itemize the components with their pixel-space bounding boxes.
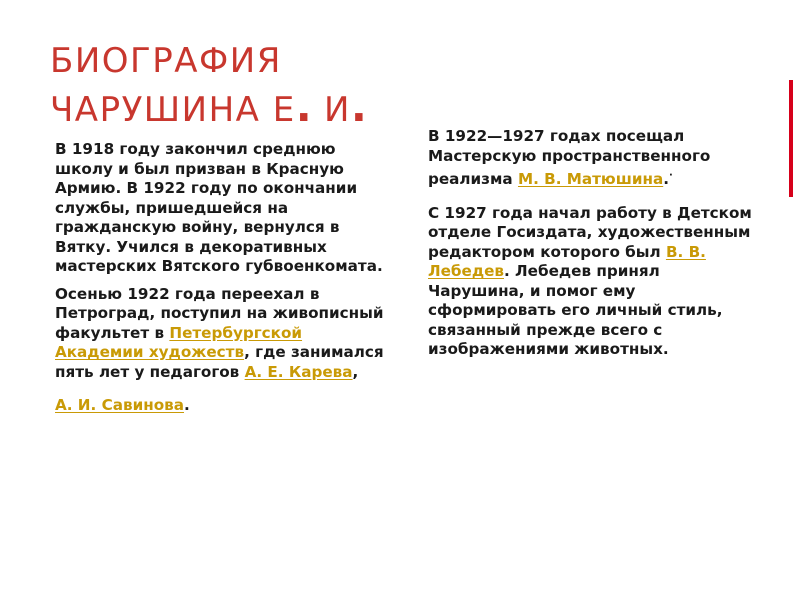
left-paragraph-2-text: Осенью 1922 года переехал в Петроград, поступил на живописный факультет в [55, 284, 384, 342]
right-paragraph-1-text: В 1922—1927 годах посещал Мастерскую пространственного реализма [428, 127, 711, 189]
lebedev-link[interactable]: В. В. Лебедев [428, 242, 706, 281]
right-column [428, 127, 758, 368]
title-line-2-text-a: ЧАРУШИНА Е [50, 90, 296, 130]
savinov-link[interactable]: А. И. Савинова [55, 396, 185, 414]
left-paragraph-3 [55, 396, 385, 416]
left-paragraph-3-end: . [184, 396, 190, 414]
academy-link[interactable]: Петербургской Академии художеств [55, 323, 303, 361]
matyushin-link[interactable]: М. В. Матюшина [517, 170, 664, 189]
right-paragraph-2-end: . Лебедев принял Чарушина, и помог ему сформировать его личный стиль, связанный прежде всего с изображениями животных. [428, 262, 723, 359]
right-paragraph-1-end: . [663, 170, 669, 189]
title-line-2 [50, 84, 470, 133]
karev-link[interactable]: А. Е. Карева [244, 362, 353, 381]
slide-title [50, 38, 470, 133]
left-paragraph-1: В 1918 году закончил среднюю школу и был призван в Красную Армию. В 1922 году по окончании службы, пришедшейся на гражданскую войну, вернулся в Вятку. Учился в декоративных мастерских Вятского губвоенкомата. [55, 140, 383, 275]
right-paragraph-2-text: С 1927 года начал работу в Детском отделе Госиздата, художественным редактором которого был [428, 203, 752, 261]
accent-bar [789, 80, 793, 197]
left-paragraph-2-middle: , где занимался пять лет у педагогов [55, 343, 384, 381]
title-dot-2: . [350, 82, 367, 131]
left-column [55, 140, 385, 424]
title-dot-1: . [295, 82, 312, 131]
title-line-1: БИОГРАФИЯ [50, 41, 282, 81]
footnote-mark: · [669, 170, 673, 181]
title-line-2-text-b: И [311, 90, 351, 130]
left-paragraph-2 [55, 285, 385, 383]
right-paragraph-2 [428, 204, 758, 360]
right-paragraph-1 [428, 127, 758, 190]
left-paragraph-2-end: , [352, 362, 359, 381]
